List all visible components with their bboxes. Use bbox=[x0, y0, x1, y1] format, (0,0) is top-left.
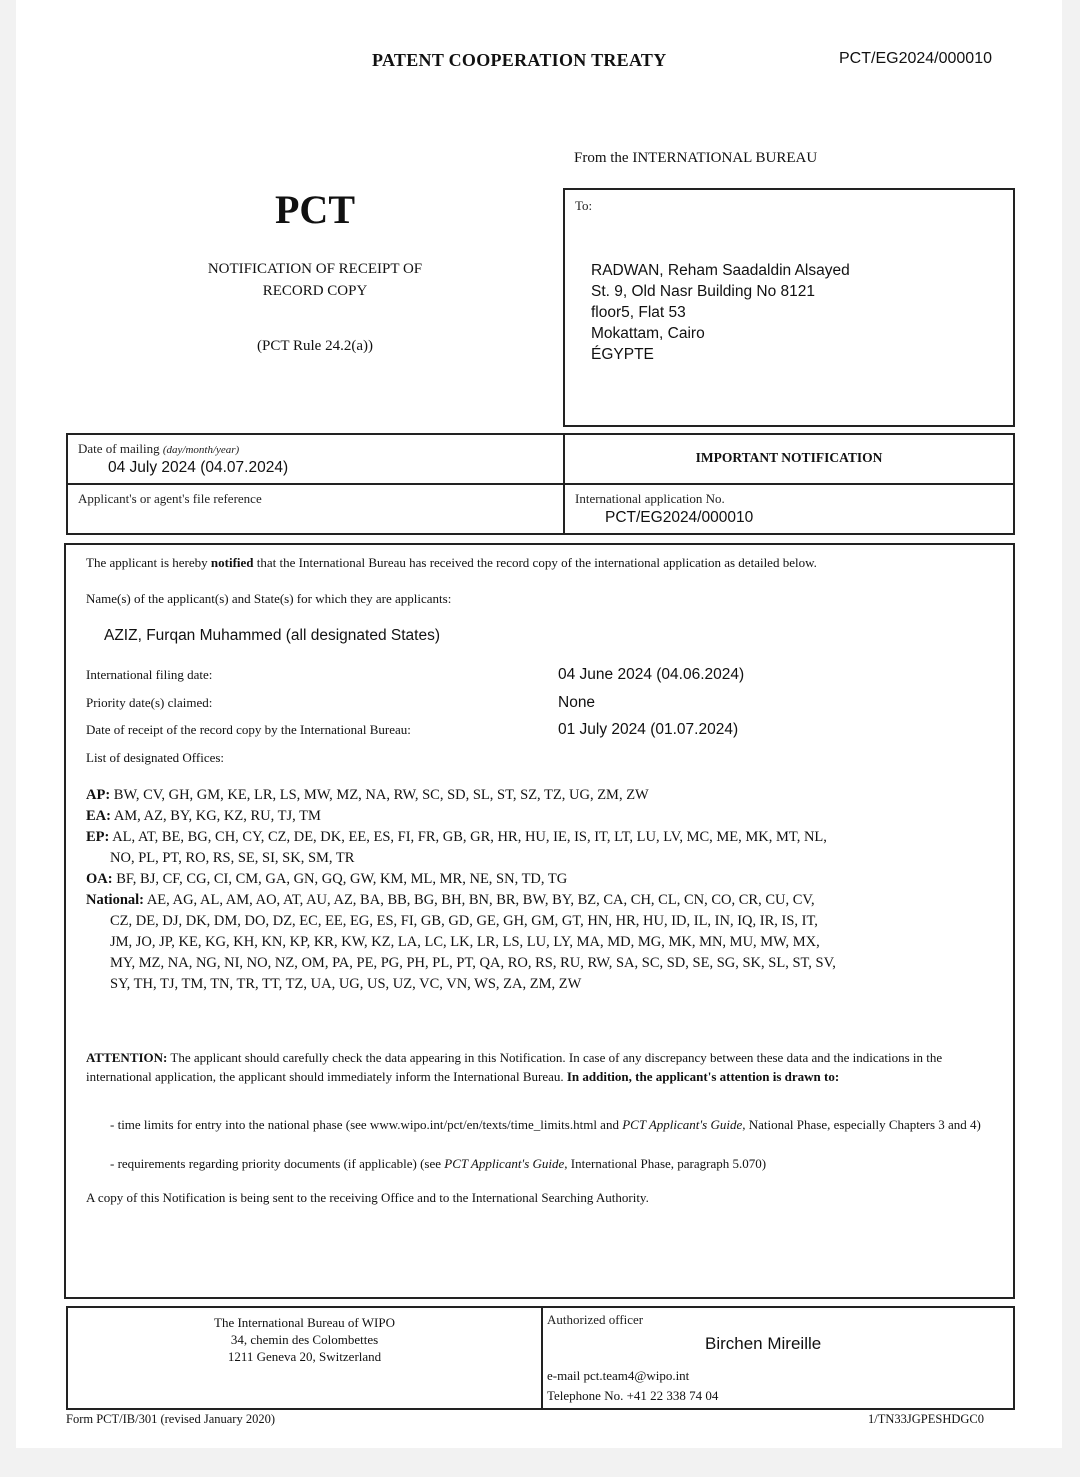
document-page bbox=[16, 0, 1062, 1448]
notice-text: The applicant is hereby notified that the International Bureau has received the record copy of the international application as detailed below. bbox=[86, 555, 817, 570]
receipt-date-value: 01 July 2024 (01.07.2024) bbox=[558, 721, 739, 738]
file-reference-label: Applicant's or agent's file reference bbox=[78, 491, 262, 506]
pct-rule: (PCT Rule 24.2(a)) bbox=[257, 338, 373, 354]
office-group-national-cont: JM, JO, JP, KE, KG, KH, KN, KP, KR, KW, KZ, LA, LC, LK, LR, LS, LU, LY, MA, MD, MG, MK, MN, MU, MW, MX, bbox=[110, 934, 820, 950]
authorized-officer-label: Authorized officer bbox=[547, 1312, 644, 1327]
bureau-address bbox=[68, 1314, 541, 1365]
header-reference-number: PCT/EG2024/000010 bbox=[839, 50, 992, 67]
from-line: From the INTERNATIONAL BUREAU bbox=[574, 150, 818, 166]
document-code: 1/TN33JGPESHDGC0 bbox=[868, 1412, 984, 1426]
file-reference-box bbox=[66, 483, 565, 535]
copy-notice: A copy of this Notification is being sent to the receiving Office and to the International Searching Authority. bbox=[86, 1190, 649, 1205]
attention-paragraph: ATTENTION: The applicant should carefully check the data appearing in this Notification. In case of any discrepancy between these data and the indications in the international application, the applicant should immediately inform the International Bureau. In addition, the applicant's attention is drawn to: bbox=[86, 1050, 943, 1084]
officer-telephone: Telephone No. +41 22 338 74 04 bbox=[547, 1388, 719, 1403]
office-group-ep: EP: AL, AT, BE, BG, CH, CY, CZ, DE, DK, EE, ES, FI, FR, GB, GR, HR, HU, IE, IS, IT, LT, LU, LV, MC, ME, MK, MT, NL, bbox=[86, 829, 827, 845]
designated-offices-label: List of designated Offices: bbox=[86, 750, 225, 765]
international-application-number: PCT/EG2024/000010 bbox=[605, 509, 754, 526]
notification-title-line2: RECORD COPY bbox=[262, 283, 368, 299]
priority-date-value: None bbox=[558, 694, 596, 711]
office-group-ep-cont: NO, PL, PT, RO, RS, SE, SI, SK, SM, TR bbox=[110, 850, 355, 866]
bureau-address-line: The International Bureau of WIPO bbox=[214, 1315, 395, 1330]
treaty-title: PATENT COOPERATION TREATY bbox=[372, 50, 667, 70]
important-notification: IMPORTANT NOTIFICATION bbox=[695, 450, 883, 465]
office-group-ea: EA: AM, AZ, BY, KG, KZ, RU, TJ, TM bbox=[86, 808, 321, 824]
authorized-officer-name: Birchen Mireille bbox=[705, 1334, 822, 1353]
bureau-address-box bbox=[66, 1306, 543, 1410]
mailing-date-value: 04 July 2024 (04.07.2024) bbox=[108, 459, 289, 476]
attention-bullet-national-phase: - time limits for entry into the national phase (see www.wipo.int/pct/en/texts/time_limits.html and PCT Applicant's Guide, National Phase, especially Chapters 3 and 4) bbox=[110, 1117, 981, 1132]
office-group-national-cont: CZ, DE, DJ, DK, DM, DO, DZ, EC, EE, EG, ES, FI, GB, GD, GE, GH, GM, GT, HN, HR, HU, ID, IL, IN, IQ, IR, IS, IT, bbox=[110, 913, 818, 929]
applicant-name: AZIZ, Furqan Muhammed (all designated States) bbox=[104, 627, 440, 644]
recipient-address bbox=[591, 260, 850, 365]
address-line: floor5, Flat 53 bbox=[591, 304, 686, 321]
designated-offices-list bbox=[86, 785, 1006, 995]
recipient-box bbox=[563, 188, 1015, 427]
office-group-national-cont: SY, TH, TJ, TM, TN, TR, TT, TZ, UA, UG, US, UZ, VC, VN, WS, ZA, ZM, ZW bbox=[110, 976, 582, 992]
address-line: RADWAN, Reham Saadaldin Alsayed bbox=[591, 262, 850, 279]
address-line: Mokattam, Cairo bbox=[591, 325, 705, 342]
bureau-address-line: 34, chemin des Colombettes bbox=[230, 1332, 379, 1347]
form-label: Form PCT/IB/301 (revised January 2020) bbox=[66, 1412, 276, 1426]
office-group-national: National: AE, AG, AL, AM, AO, AT, AU, AZ, BA, BB, BG, BH, BN, BR, BW, BY, BZ, CA, CH, CL, CN, CO, CR, CU, CV, bbox=[86, 892, 815, 908]
notification-title bbox=[16, 258, 614, 302]
international-application-label: International application No. bbox=[575, 491, 725, 506]
receipt-date-label: Date of receipt of the record copy by the International Bureau: bbox=[86, 722, 411, 737]
officer-email: e-mail pct.team4@wipo.int bbox=[547, 1368, 690, 1383]
applicants-label: Name(s) of the applicant(s) and State(s) for which they are applicants: bbox=[86, 591, 452, 606]
attention-bullet-priority-documents: - requirements regarding priority documents (if applicable) (see PCT Applicant's Guide, International Phase, paragraph 5.070) bbox=[110, 1156, 767, 1171]
bureau-address-line: 1211 Geneva 20, Switzerland bbox=[227, 1349, 382, 1364]
office-group-oa: OA: BF, BJ, CF, CG, CI, CM, GA, GN, GQ, GW, KM, ML, MR, NE, SN, TD, TG bbox=[86, 871, 568, 887]
address-line: St. 9, Old Nasr Building No 8121 bbox=[591, 283, 816, 300]
important-notification-box bbox=[563, 433, 1015, 485]
mailing-date-label: Date of mailing (day/month/year) bbox=[78, 441, 240, 456]
pct-heading: PCT bbox=[275, 187, 355, 232]
filing-date-label: International filing date: bbox=[86, 667, 213, 682]
to-label: To: bbox=[575, 198, 593, 213]
filing-date-value: 04 June 2024 (04.06.2024) bbox=[558, 666, 745, 683]
address-line: ÉGYPTE bbox=[591, 346, 654, 363]
mailing-date-box bbox=[66, 433, 565, 485]
office-group-national-cont: MY, MZ, NA, NG, NI, NO, NZ, OM, PA, PE, PG, PH, PL, PT, QA, RO, RS, RU, RW, SA, SC, SD, SE, SG, SK, SL, ST, SV, bbox=[110, 955, 836, 971]
authorized-officer-box bbox=[541, 1306, 1015, 1410]
office-group-ap: AP: BW, CV, GH, GM, KE, LR, LS, MW, MZ, NA, RW, SC, SD, SL, ST, SZ, TZ, UG, ZM, ZW bbox=[86, 787, 649, 803]
main-content-box bbox=[64, 543, 1015, 1299]
notification-title-line1: NOTIFICATION OF RECEIPT OF bbox=[207, 261, 423, 277]
international-application-box bbox=[563, 483, 1015, 535]
priority-date-label: Priority date(s) claimed: bbox=[86, 695, 213, 710]
